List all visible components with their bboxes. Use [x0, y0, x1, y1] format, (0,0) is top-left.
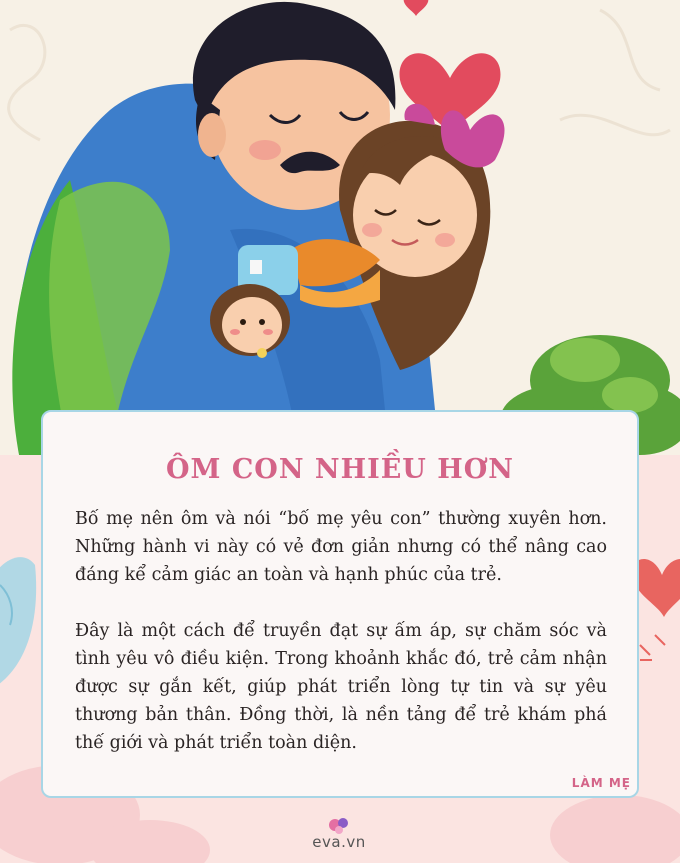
eva-logo[interactable]	[299, 815, 379, 855]
content-card	[41, 410, 639, 798]
card-body	[75, 505, 607, 785]
card-paragraph-1: Bố mẹ nên ôm và nói “bố mẹ yêu con” thường xuyên hơn. Những hành vi này có vẻ đơn giản nhưng có thể nâng cao đáng kể cảm giác an toàn và hạnh phúc của trẻ.	[75, 509, 607, 585]
eva-logo-text: eva.vn	[312, 833, 366, 851]
card-paragraph-2: Đây là một cách để truyền đạt sự ấm áp, sự chăm sóc và tình yêu vô điều kiện. Trong khoảnh khắc đó, trẻ cảm nhận được sự gắn kết, giúp phát triển lòng tự tin và sự yêu thương bản thân. Đồng thời, là nền tảng để trẻ khám phá thế giới và phát triển toàn diện.	[75, 621, 607, 753]
category-tag[interactable]: LÀM MẸ	[571, 776, 631, 790]
card-title: ÔM CON NHIỀU HƠN	[166, 454, 514, 485]
